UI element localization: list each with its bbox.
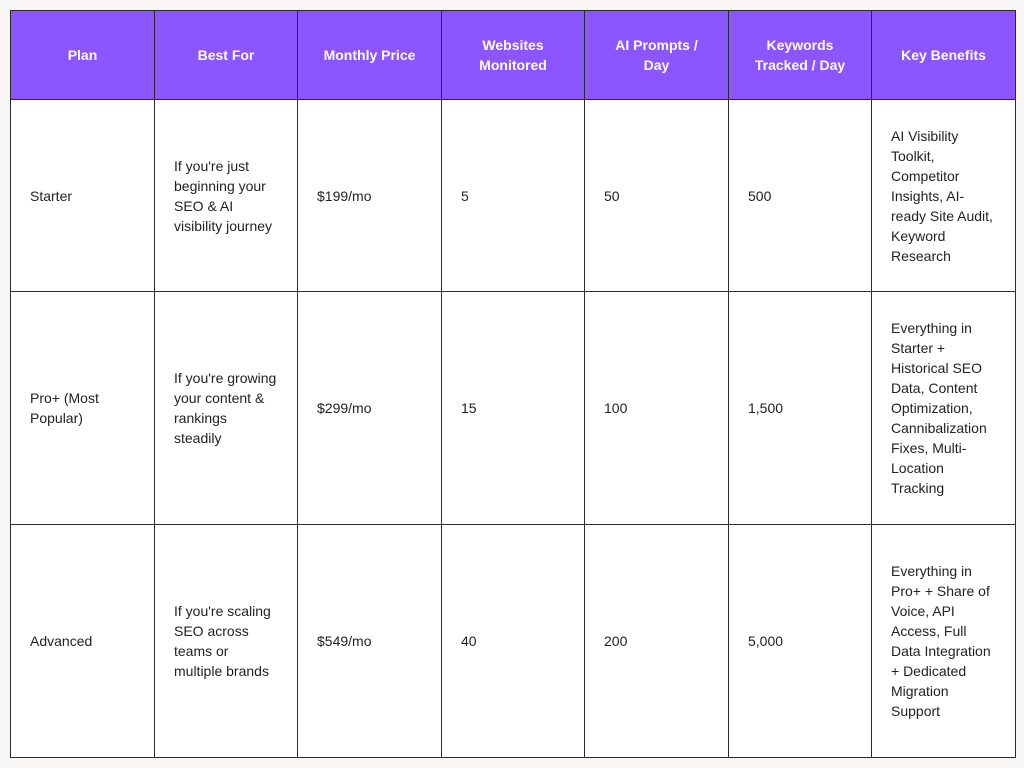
cell-websites: 15 xyxy=(442,292,585,525)
cell-plan: Starter xyxy=(11,100,155,292)
cell-prompts: 50 xyxy=(585,100,729,292)
header-best-for: Best For xyxy=(155,11,298,100)
cell-benefits: Everything in Starter + Historical SEO Data, Content Optimization, Cannibalization Fixes, Multi-Location Tracking xyxy=(872,292,1016,525)
header-websites-monitored: Websites Monitored xyxy=(442,11,585,100)
cell-keywords: 5,000 xyxy=(729,525,872,758)
header-ai-prompts: AI Prompts / Day xyxy=(585,11,729,100)
cell-websites: 5 xyxy=(442,100,585,292)
cell-plan: Pro+ (Most Popular) xyxy=(11,292,155,525)
cell-best-for: If you're scaling SEO across teams or multiple brands xyxy=(155,525,298,758)
cell-price: $299/mo xyxy=(298,292,442,525)
table-row xyxy=(11,292,1016,525)
cell-websites: 40 xyxy=(442,525,585,758)
cell-plan: Advanced xyxy=(11,525,155,758)
pricing-table xyxy=(10,10,1016,758)
cell-price: $199/mo xyxy=(298,100,442,292)
header-key-benefits: Key Benefits xyxy=(872,11,1016,100)
header-row xyxy=(11,11,1016,100)
table-row xyxy=(11,100,1016,292)
cell-benefits: Everything in Pro+ + Share of Voice, API Access, Full Data Integration + Dedicated Migration Support xyxy=(872,525,1016,758)
cell-best-for: If you're just beginning your SEO & AI visibility journey xyxy=(155,100,298,292)
cell-prompts: 200 xyxy=(585,525,729,758)
cell-keywords: 1,500 xyxy=(729,292,872,525)
cell-keywords: 500 xyxy=(729,100,872,292)
cell-prompts: 100 xyxy=(585,292,729,525)
header-plan: Plan xyxy=(11,11,155,100)
header-keywords-tracked: Keywords Tracked / Day xyxy=(729,11,872,100)
cell-benefits: AI Visibility Toolkit, Competitor Insights, AI-ready Site Audit, Keyword Research xyxy=(872,100,1016,292)
header-monthly-price: Monthly Price xyxy=(298,11,442,100)
cell-price: $549/mo xyxy=(298,525,442,758)
table-row xyxy=(11,525,1016,758)
cell-best-for: If you're growing your content & rankings steadily xyxy=(155,292,298,525)
